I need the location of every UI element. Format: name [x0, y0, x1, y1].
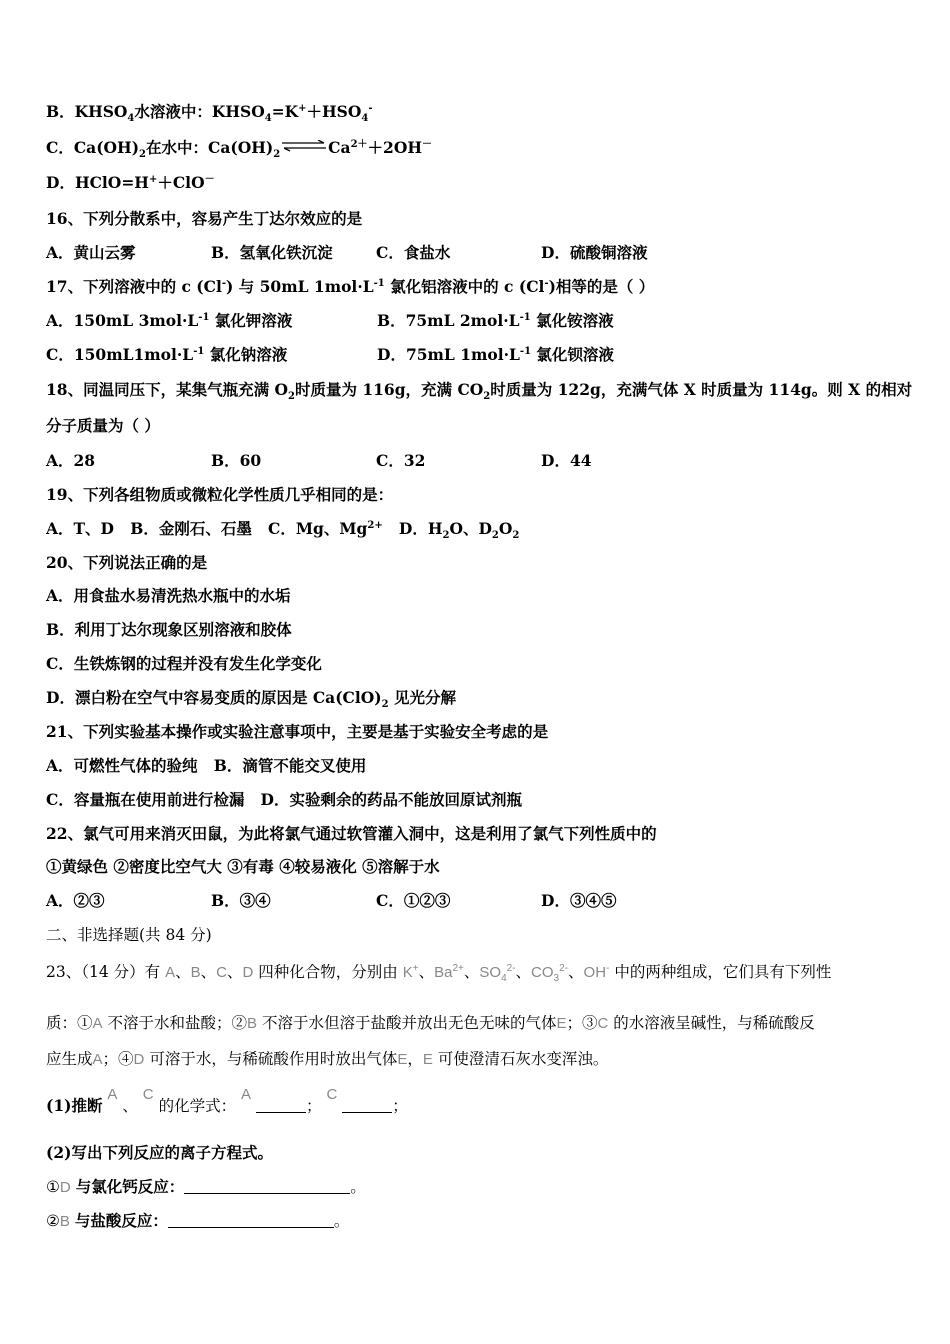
ion: [361, 102, 373, 125]
text: ；: [392, 1097, 408, 1115]
q16-options: [46, 243, 647, 263]
text: ) 与 50mL 1mol·L: [226, 277, 374, 296]
q22-option-d: D．③④⑤: [541, 891, 617, 910]
text: B．75mL 2mol·L: [377, 311, 520, 330]
letter: D: [242, 964, 254, 981]
subscript: 2: [381, 699, 389, 711]
q22-option-a: A．②③: [46, 891, 105, 910]
q15-option-d: [46, 173, 215, 193]
q20-option-a: A．用食盐水易清洗热水瓶中的水垢: [46, 586, 291, 605]
text: 在水中：Ca(OH): [146, 138, 274, 157]
q18-options: [46, 451, 592, 471]
text: 、: [418, 963, 435, 981]
superscript: －: [204, 173, 215, 185]
q17-option-c: [46, 345, 377, 365]
q23-part1: [46, 1086, 408, 1117]
text: (1)推断: [46, 1096, 103, 1115]
q21-option-b: B．滴管不能交叉使用: [213, 756, 367, 775]
text: 质：①: [46, 1014, 93, 1032]
q19-option-b: B．金刚石、石墨: [130, 519, 252, 538]
superscript: -1: [193, 345, 205, 357]
ion: [501, 963, 515, 983]
text: 、: [463, 963, 480, 981]
text: C．150mL1mol·L: [46, 345, 194, 364]
text: 、: [226, 963, 243, 981]
superscript: －: [421, 138, 432, 150]
text: ①: [46, 1178, 60, 1196]
text: ＋2OH: [367, 138, 422, 157]
superscript: -: [544, 277, 549, 289]
text: )相等的是（ ）: [548, 277, 655, 296]
q21-option-a: A．可燃性气体的验纯: [46, 756, 198, 775]
text: 氯化钡溶液: [531, 345, 614, 364]
letter: D: [133, 1051, 145, 1068]
text: 的水溶液呈碱性，与稀硫酸反: [613, 1014, 815, 1032]
text: 、: [175, 963, 191, 981]
letter: C: [326, 1086, 338, 1103]
q21-options-row2: [46, 790, 522, 810]
superscript: 2-: [506, 963, 516, 974]
text: 23、（14 分）有: [46, 963, 161, 981]
q19-option-c: [268, 519, 383, 538]
ion-so4: [479, 963, 516, 984]
text: 17、下列溶液中的 c (Cl: [46, 277, 222, 296]
q23-stem: [46, 962, 831, 983]
subscript: 4: [501, 973, 507, 984]
text: ，: [407, 1050, 423, 1068]
superscript: 2＋: [350, 138, 368, 150]
letter: A: [165, 964, 176, 981]
q18-stem-line2: 分子质量为（ ）: [46, 416, 160, 435]
letter: E: [556, 1015, 567, 1032]
text: 不溶于水和盐酸；②: [107, 1014, 247, 1032]
ion-co3: [531, 963, 569, 984]
q20-option-b: B．利用丁达尔现象区别溶液和胶体: [46, 620, 292, 639]
subscript: 4: [361, 113, 369, 125]
answer-blank-c[interactable]: [342, 1097, 392, 1113]
text: ；③: [566, 1014, 598, 1032]
text: C．Ca(OH): [46, 138, 140, 157]
text: 。: [350, 1178, 366, 1196]
q20-option-d: [46, 688, 456, 711]
text: 可使澄清石灰水变浑浊。: [437, 1050, 609, 1068]
q21-stem: 21、下列实验基本操作或实验注意事项中，主要是基于实验安全考虑的是: [46, 722, 549, 741]
q15-option-b: [46, 102, 373, 125]
q18-option-d: D．44: [541, 451, 592, 470]
text: 与氯化钙反应：: [75, 1177, 185, 1196]
text: 氯化铵溶液: [530, 311, 614, 330]
q22-stem: 22、氯气可用来消灭田鼠，为此将氯气通过软管灌入洞中，这是利用了氯气下列性质中的: [46, 824, 657, 843]
text: 应生成: [46, 1050, 93, 1068]
text: SO: [479, 964, 502, 981]
text: D．HClO=H: [46, 173, 149, 192]
text: ＋ClO: [157, 173, 205, 192]
subscript: 2: [491, 530, 499, 542]
q17-stem: [46, 277, 654, 297]
q18-option-b: B．60: [211, 451, 262, 470]
q17-option-a: [46, 311, 377, 331]
text: 、: [122, 1097, 138, 1115]
q23-part2-item1: [46, 1177, 366, 1198]
letter: E: [397, 1051, 408, 1068]
subscript: 4: [264, 113, 272, 125]
text: ；: [305, 1097, 322, 1115]
text: 氯化钠溶液: [204, 345, 288, 364]
text: 水溶液中：KHSO: [134, 102, 265, 121]
superscript: -: [221, 277, 227, 289]
q22-option-b: B．③④: [211, 891, 271, 910]
text: 中的两种组成，它们具有下列性: [614, 963, 832, 981]
superscript: -1: [519, 345, 532, 357]
ion: [554, 963, 568, 983]
superscript: -1: [373, 277, 385, 289]
text: 的化学式：: [158, 1097, 237, 1115]
superscript: -1: [198, 311, 210, 323]
answer-blank-d-reaction[interactable]: [184, 1178, 350, 1194]
q17-options-row1: [46, 311, 614, 331]
text: ＋HSO: [306, 102, 362, 121]
q17-option-d: [377, 345, 614, 365]
letter: A: [241, 1086, 252, 1103]
q17-option-b: [377, 311, 614, 331]
subscript: 2: [287, 391, 295, 403]
text: ②: [46, 1212, 60, 1230]
ion-oh: [584, 964, 610, 981]
q23-part2: [46, 1143, 273, 1163]
q22-option-c: C．①②③: [376, 891, 451, 910]
text: 可溶于水，与稀硫酸作用时放出气体: [149, 1050, 398, 1068]
q16-option-a: A．黄山云雾: [46, 243, 136, 262]
q15-option-c: [46, 138, 432, 161]
answer-blank-b-reaction[interactable]: [168, 1212, 334, 1228]
ion-ba: [434, 964, 464, 981]
letter: D: [59, 1179, 71, 1196]
q19-stem: 19、下列各组物质或微粒化学性质几乎相同的是：: [46, 485, 394, 504]
text: 氯化钾溶液: [209, 311, 293, 330]
subscript: 2: [512, 530, 520, 542]
q16-option-d: D．硫酸铜溶液: [541, 243, 648, 262]
superscript: +: [148, 173, 158, 185]
letter: C: [142, 1086, 154, 1103]
text: 时质量为 122g，充满气体 X 时质量为 114g。则 X 的相对: [490, 380, 913, 399]
text: 时质量为 116g，充满 CO: [294, 380, 484, 399]
superscript: +: [298, 102, 307, 114]
q23-part2-item2: [46, 1211, 349, 1232]
text: 四种化合物，分别由: [258, 963, 398, 981]
text: CO: [531, 964, 554, 981]
q21-options-row1: [46, 756, 366, 776]
q21-option-d: D．实验剩余的药品不能放回原试剂瓶: [260, 790, 522, 809]
q22-options: [46, 891, 616, 911]
q20-stem: 20、下列说法正确的是: [46, 553, 208, 572]
text: ；④: [102, 1050, 134, 1068]
superscript: 2+: [452, 963, 464, 974]
text: OH: [583, 964, 607, 981]
text: A．150mL 3mol·L: [46, 311, 199, 330]
text: B．KHSO: [46, 102, 128, 121]
q21-option-c: C．容量瓶在使用前进行检漏: [46, 790, 245, 809]
section-heading: 二、非选择题(共 84 分): [46, 926, 212, 944]
q16-option-c: C．食盐水: [376, 243, 451, 262]
text: Ba: [434, 964, 453, 981]
q20-option-c: C．生铁炼钢的过程并没有发生化学变化: [46, 654, 322, 673]
text: 不溶于水但溶于盐酸并放出无色无味的气体: [261, 1014, 557, 1032]
text: 。: [333, 1212, 350, 1230]
subscript: 2: [273, 149, 281, 161]
subscript: 2: [139, 149, 146, 161]
text: C．Mg、Mg: [268, 519, 368, 538]
q18-option-c: C．32: [376, 451, 426, 470]
q23-line2: [46, 1013, 815, 1034]
text: D．75mL 1mol·L: [377, 345, 520, 364]
text: 、: [200, 963, 217, 981]
text: 见光分解: [388, 688, 456, 707]
text: 18、同温同压下，某集气瓶充满 O: [46, 380, 288, 399]
letter: B: [59, 1213, 70, 1230]
letter: B: [190, 964, 201, 981]
letter: A: [92, 1015, 103, 1032]
text: 、: [515, 963, 532, 981]
ion-k: [403, 964, 419, 981]
superscript: -: [606, 963, 610, 974]
text: 与盐酸反应：: [74, 1211, 168, 1230]
q19-option-d: [398, 519, 520, 542]
q18-option-a: A．28: [46, 451, 96, 470]
subscript: 2: [442, 530, 450, 542]
q19-option-a: A．T、D: [46, 519, 115, 538]
text: O: [498, 519, 513, 538]
equilibrium-arrow-icon: [282, 140, 326, 152]
text: D．H: [398, 519, 443, 538]
subscript: 4: [127, 113, 135, 125]
answer-blank-a[interactable]: [256, 1097, 306, 1113]
superscript: +: [412, 963, 419, 974]
letter: C: [216, 964, 227, 981]
letter: A: [107, 1086, 118, 1103]
letter: C: [597, 1015, 609, 1032]
q18-stem: [46, 380, 913, 403]
text: O、D: [449, 519, 492, 538]
q22-props: ①黄绿色 ②密度比空气大 ③有毒 ④较易液化 ⑤溶解于水: [46, 857, 440, 876]
letter: A: [92, 1051, 103, 1068]
subscript: 2: [483, 391, 491, 403]
q16-option-b: B．氢氧化铁沉淀: [211, 243, 333, 262]
superscript: 2+: [367, 519, 383, 531]
subscript: 3: [553, 973, 560, 984]
superscript: -1: [519, 311, 531, 323]
text: (2)写出下列反应的离子方程式。: [46, 1143, 273, 1162]
q19-options: [46, 519, 520, 542]
text: =K: [271, 102, 299, 121]
text: K: [402, 964, 413, 981]
superscript: 2-: [559, 963, 569, 974]
text: D．漂白粉在空气中容易变质的原因是 Ca(ClO): [46, 688, 382, 707]
superscript: -: [368, 102, 373, 114]
letter: E: [422, 1051, 433, 1068]
q17-options-row2: [46, 345, 614, 365]
letter: B: [246, 1015, 257, 1032]
text: 、: [568, 963, 584, 981]
text: 氯化铝溶液中的 c (Cl: [384, 277, 545, 296]
q23-line3: [46, 1049, 608, 1070]
text: Ca: [328, 138, 351, 157]
q16-stem: 16、下列分散系中，容易产生丁达尔效应的是: [46, 209, 363, 228]
